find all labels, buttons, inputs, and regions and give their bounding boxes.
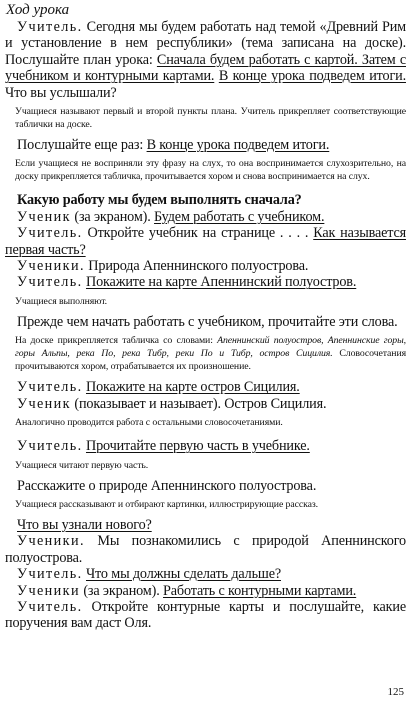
stage-note: Аналогично проводится работа с остальными словосочетаниями. [15, 417, 283, 429]
question-line: Какую работу мы будем выполнять сначала? [17, 192, 302, 209]
page-number: 125 [387, 686, 404, 698]
dialogue-line: Ученик (за экраном). Будем работать с учебником. [17, 208, 325, 225]
speaker-label: Ученик [17, 208, 71, 225]
teacher-plan-paragraph: Учитель. Сегодня мы будем работать над темой «Древний Рим и установление в нем республики» (тема записана на доске). Послушайте план урока: Сначала будем работать с картой. Затем с учебником и контурными картами. В конце урока подведем итоги. Что вы услышали? [5, 19, 406, 101]
dialogue-line [5, 274, 406, 290]
instruction-line: Расскажите о природе Апеннинского полуострова. [17, 477, 317, 494]
speaker-label: Учитель. [17, 566, 83, 583]
underlined-phrase: Что мы должны сделать дальше? [85, 566, 281, 583]
stage-note: Учащиеся называют первый и второй пункты плана. Учитель прикрепляет соответствующие таблички на доске. [15, 106, 406, 131]
speaker-label: Учитель. [17, 274, 83, 291]
underlined-phrase: В конце урока подведем итоги. [146, 137, 330, 154]
underlined-phrase: Прочитайте первую часть в учебнике. [85, 438, 310, 455]
dialogue-line: Ученики. Природа Апеннинского полуострова. [17, 258, 309, 275]
dialogue-line: Ученик (показывает и называет). Остров Сицилия. [17, 395, 327, 412]
stage-note: Если учащиеся не восприняли эту фразу на слух, то она воспринимается слухозрительно, на доску прикрепляется табличка, прочитывается хором и снова воспринимается на слух. [15, 158, 406, 183]
underlined-phrase: Покажите на карте Апеннинский полуостров. [85, 274, 357, 291]
dialogue-line [5, 438, 406, 454]
speaker-label: Ученик [17, 395, 71, 412]
speaker-label: Учитель. [17, 19, 83, 35]
stage-note: Учащиеся выполняют. [15, 295, 108, 307]
speaker-label: Учитель. [17, 438, 83, 455]
underlined-phrase: В конце урока подведем итоги. [218, 68, 406, 85]
speaker-label: Учитель. [17, 598, 83, 615]
underlined-phrase: Сначала будем работать с картой. Затем с учебником и контурными картами. [5, 51, 406, 85]
dialogue-line: Учитель. Откройте учебник на странице . . . . Как называется первая часть? [5, 225, 407, 258]
dialogue-line: Ученики. Мы познакомились с природой Апеннинского полуострова. [5, 533, 406, 566]
underlined-phrase: Как называется первая часть? [5, 225, 407, 258]
dialogue-line: Ученики (за экраном). Работать с контурными картами. [17, 582, 357, 599]
speaker-label: Учитель. [17, 379, 83, 396]
stage-note: На доске прикрепляется табличка со словами: Апеннинский полуостров, Апеннинские горы, горы Альпы, река По, река Тибр, реки По и Тибр, остров Сицилия. Словосочетания прочитываются хором, отрабатывается их произношение. [15, 335, 406, 373]
stage-note: Учащиеся читают первую часть. [15, 459, 149, 471]
underlined-phrase: Что вы узнали нового? [17, 516, 152, 533]
speaker-label: Ученики. [17, 533, 85, 550]
dialogue-line: Учитель. Откройте контурные карты и послушайте, какие поручения вам даст Оля. [5, 598, 406, 632]
dialogue-line [5, 566, 406, 582]
underlined-phrase: Будем работать с учебником. [154, 208, 325, 225]
question-line [5, 517, 406, 533]
speaker-label: Ученики. [17, 258, 85, 275]
teacher-repeat-line: Послушайте еще раз: В конце урока подведем итоги. [17, 137, 330, 154]
underlined-phrase: Работать с контурными картами. [163, 582, 357, 599]
speaker-label: Учитель. [17, 225, 83, 242]
stage-note: Учащиеся рассказывают и отбирают картинки, иллюстрирующие рассказ. [15, 498, 318, 510]
underlined-phrase: Покажите на карте остров Сицилия. [85, 379, 300, 396]
vocabulary-words: Апеннинский полуостров, Апеннинские горы, горы Альпы, река По, река Тибр, реки По и Тибр, остров Сицилия. [15, 335, 406, 360]
speaker-label: Ученики [17, 582, 80, 599]
dialogue-line [5, 379, 406, 395]
instruction-line: Прежде чем начать работать с учебником, прочитайте эти слова. [17, 313, 398, 330]
section-heading: Ход урока [6, 2, 70, 18]
